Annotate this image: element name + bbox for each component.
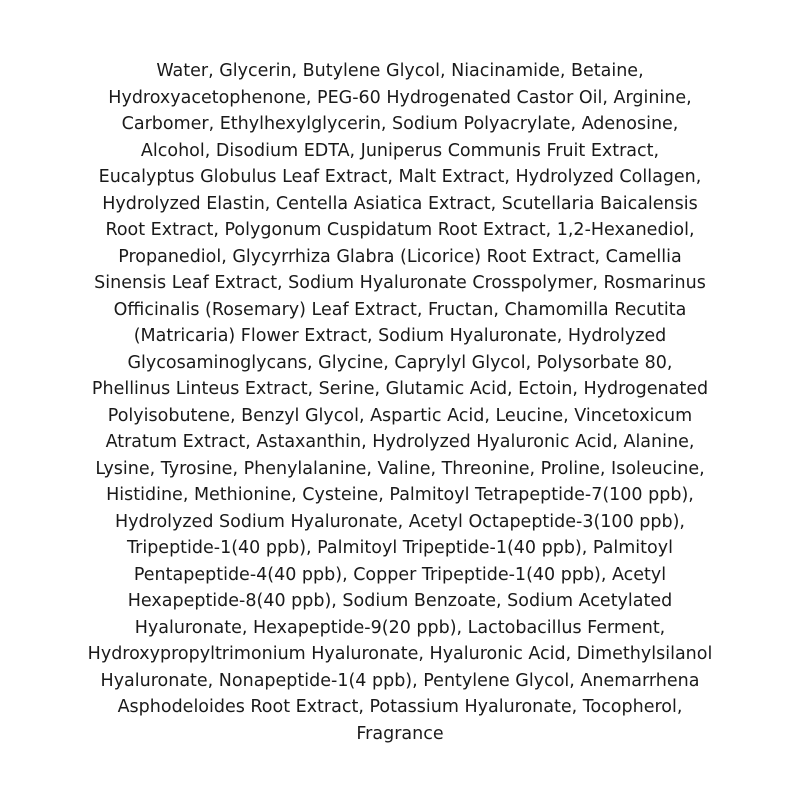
ingredient-line: Hyaluronate, Nonapeptide-1(4 ppb), Pentylene Glycol, Anemarrhena [100,670,700,691]
ingredient-line: Glycosaminoglycans, Glycine, Caprylyl Glycol, Polysorbate 80, [127,352,673,373]
ingredient-line: Hyaluronate, Hexapeptide-9(20 ppb), Lactobacillus Ferment, [134,617,666,638]
ingredient-line: Propanediol, Glycyrrhiza Glabra (Licorice) Root Extract, Camellia [118,246,682,267]
ingredient-line: Hydrolyzed Elastin, Centella Asiatica Extract, Scutellaria Baicalensis [102,193,698,214]
ingredient-line: Pentapeptide-4(40 ppb), Copper Tripeptide-1(40 ppb), Acetyl [133,564,667,585]
ingredient-line: Fragrance [356,723,444,744]
ingredient-list [40,58,760,747]
ingredient-line: Alcohol, Disodium EDTA, Juniperus Communis Fruit Extract, [140,140,660,161]
ingredient-line: Hexapeptide-8(40 ppb), Sodium Benzoate, Sodium Acetylated [127,591,673,611]
ingredient-line: Atratum Extract, Astaxanthin, Hydrolyzed Hyaluronic Acid, Alanine, [105,432,695,452]
ingredient-line: Water, Glycerin, Butylene Glycol, Niacinamide, Betaine, [156,61,644,81]
ingredient-line: Eucalyptus Globulus Leaf Extract, Malt Extract, Hydrolyzed Collagen, [98,167,702,187]
ingredient-line: (Matricaria) Flower Extract, Sodium Hyaluronate, Hydrolyzed [133,326,667,346]
ingredient-line: Hydroxyacetophenone, PEG-60 Hydrogenated Castor Oil, Arginine, [108,87,692,108]
ingredient-line: Hydroxypropyltrimonium Hyaluronate, Hyaluronic Acid, Dimethylsilanol [87,644,713,664]
ingredient-line: Phellinus Linteus Extract, Serine, Glutamic Acid, Ectoin, Hydrogenated [91,379,709,399]
ingredient-line: Tripeptide-1(40 ppb), Palmitoyl Tripeptide-1(40 ppb), Palmitoyl [127,538,673,558]
ingredient-line: Lysine, Tyrosine, Phenylalanine, Valine, Threonine, Proline, Isoleucine, [95,458,705,479]
ingredient-line: Polyisobutene, Benzyl Glycol, Aspartic Acid, Leucine, Vincetoxicum [107,405,693,426]
ingredient-line: Root Extract, Polygonum Cuspidatum Root Extract, 1,2-Hexanediol, [105,220,695,240]
ingredient-line: Asphodeloides Root Extract, Potassium Hyaluronate, Tocopherol, [117,697,683,717]
ingredient-line: Carbomer, Ethylhexylglycerin, Sodium Polyacrylate, Adenosine, [121,114,679,134]
ingredient-line: Officinalis (Rosemary) Leaf Extract, Fructan, Chamomilla Recutita [113,299,687,320]
ingredient-line: Histidine, Methionine, Cysteine, Palmitoyl Tetrapeptide-7(100 ppb), [106,485,694,505]
ingredient-line: Hydrolyzed Sodium Hyaluronate, Acetyl Octapeptide-3(100 ppb), [115,511,685,532]
ingredient-line: Sinensis Leaf Extract, Sodium Hyaluronate Crosspolymer, Rosmarinus [94,273,706,293]
